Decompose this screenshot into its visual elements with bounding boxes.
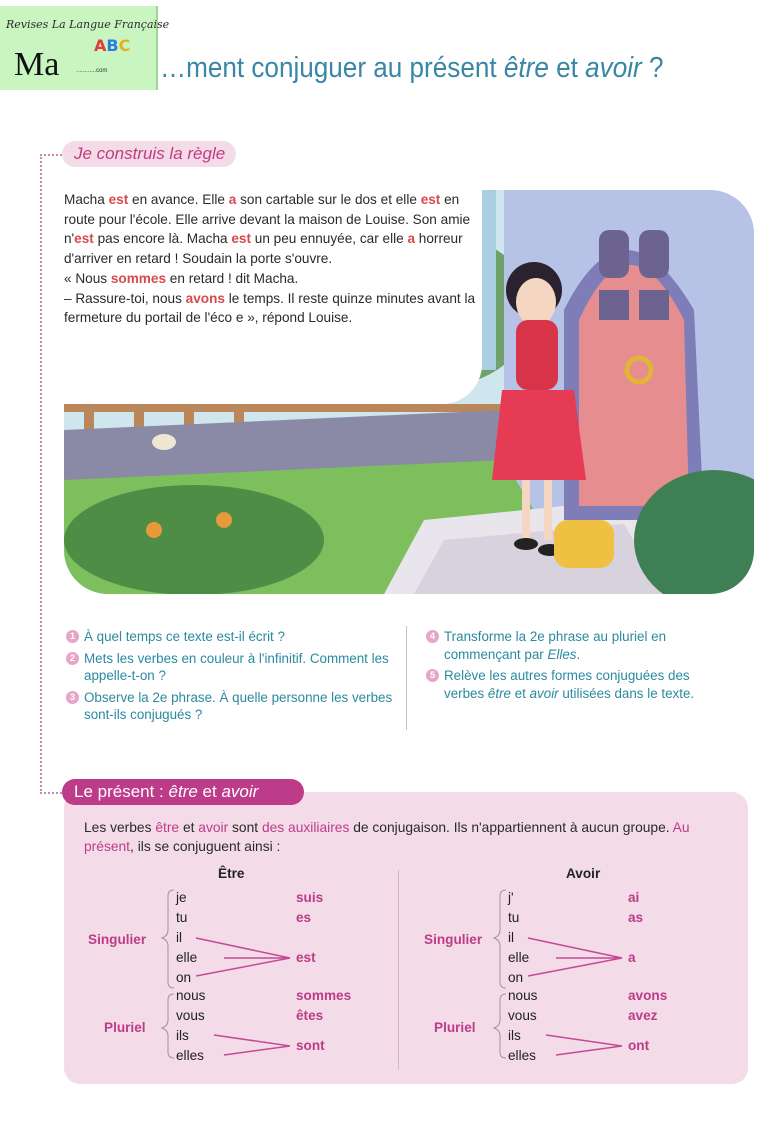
conj-pronoun: elle (508, 950, 530, 965)
conj-form: ont (628, 1038, 650, 1053)
conjugation-avoir (416, 866, 736, 1076)
story-text-segment: – Rassure-toi, nous (64, 290, 186, 306)
story-verb-highlight: avons (185, 290, 225, 306)
question-text: Observe la 2e phrase. À quelle personne les verbes sont-ils conjugués ? (84, 689, 393, 722)
conj-form: a (628, 950, 636, 965)
conj-pronoun: elles (508, 1048, 536, 1063)
logo-tagline: Revises La Langue Française (6, 18, 170, 31)
conj-form: avez (628, 1008, 658, 1023)
question-text: Mets les verbes en couleur à l'infinitif. Comment les appelle-t-on ? (84, 650, 389, 683)
rule-text-part: sont (228, 820, 262, 835)
questions-divider (406, 626, 407, 730)
question-text: et (511, 685, 530, 701)
question-item (66, 650, 396, 685)
question-text: À quel temps ce texte est-il écrit ? (84, 629, 285, 644)
conj-pronoun: j' (508, 890, 514, 905)
title-text: …ment conjuguer au présent (160, 52, 504, 84)
title-etre: être (503, 52, 549, 84)
question-number-badge: 1 (66, 630, 79, 643)
conj-form: est (296, 950, 316, 965)
conj-form: sommes (296, 988, 352, 1003)
conj-pronoun: vous (176, 1008, 205, 1023)
conj-singulier-etre: Singulier (88, 932, 147, 947)
question-number-badge: 3 (66, 691, 79, 704)
rule-text (84, 818, 724, 856)
story-text-segment: « Nous (64, 270, 111, 286)
story-verb-highlight: est (231, 231, 251, 247)
question-number-badge: 4 (426, 630, 439, 643)
question-item (66, 628, 396, 646)
story-verb-highlight: sommes (110, 270, 167, 286)
conj-pronoun: ils (508, 1028, 521, 1043)
question-italic: avoir (529, 685, 559, 701)
conj-pluriel-etre: Pluriel (104, 1020, 146, 1035)
conj-singulier-avoir: Singulier (424, 932, 483, 947)
conj-pronoun: tu (508, 910, 520, 925)
conj-pronoun: ils (176, 1028, 189, 1043)
logo-letter: A (94, 36, 107, 55)
conj-pronoun: on (508, 970, 524, 985)
question-italic: être (487, 685, 511, 701)
conjugation-etre (84, 866, 404, 1076)
conj-pronoun: nous (508, 988, 538, 1003)
story-text-segment: horreur d'arriver en retard ! Soudain la porte s'ouvre. (64, 231, 463, 267)
conj-pronoun: elles (176, 1048, 204, 1063)
section2-label-et: et (197, 782, 222, 801)
questions-column-1 (66, 628, 396, 728)
story-text-segment: en retard ! dit Macha. (166, 270, 299, 286)
story-text-segment: en avance. Elle (128, 192, 229, 207)
page-title (160, 52, 663, 85)
conj-form: es (296, 910, 312, 925)
question-item (426, 667, 726, 702)
conj-pronoun: tu (176, 910, 188, 925)
rule-text-part: Les verbes (84, 820, 156, 835)
site-logo (0, 6, 170, 90)
conj-form: êtes (296, 1008, 324, 1023)
conj-form: sont (296, 1038, 325, 1053)
story-text-segment: le temps. Il reste quinze minutes avant la fermeture du portail de l'éco e », répond Louise. (64, 290, 476, 326)
conj-pronoun: vous (508, 1008, 537, 1023)
story-text-segment: pas encore là. Macha (93, 231, 232, 247)
story-verb-highlight: a (228, 192, 237, 207)
story-text (50, 180, 482, 404)
rule-etre: être (155, 820, 180, 835)
story-text-segment: Macha (64, 192, 109, 207)
section-header-construis: Je construis la règle (62, 141, 236, 167)
conj-pronoun: il (508, 930, 515, 945)
conj-title-etre: Être (218, 866, 245, 881)
conj-pronoun: nous (176, 988, 206, 1003)
story-verb-highlight: est (74, 231, 94, 247)
rule-text-part: et (179, 820, 199, 835)
conj-pluriel-avoir: Pluriel (434, 1020, 476, 1035)
logo-letter: B (106, 36, 119, 55)
story-verb-highlight: a (407, 231, 416, 247)
story-text-segment: son cartable sur le dos et elle (236, 192, 421, 207)
story-verb-highlight: est (420, 192, 441, 207)
conj-pronoun: il (176, 930, 183, 945)
title-avoir: avoir (585, 52, 642, 84)
section-header-present (62, 779, 304, 805)
logo-site: ............com (76, 68, 108, 74)
rule-auxiliaires: des auxiliaires (261, 820, 350, 835)
rule-avoir: avoir (198, 820, 229, 835)
title-et: et (548, 52, 586, 84)
question-text: Relève les autres formes conjuguées des verbes (444, 668, 690, 701)
story-text-segment: un peu ennuyée, car elle (251, 231, 408, 247)
conj-pronoun: on (176, 970, 192, 985)
logo-letter: C (118, 36, 131, 55)
rule-text-part: , ils se conjuguent ainsi : (130, 839, 281, 854)
question-number-badge: 5 (426, 669, 439, 682)
questions-column-2 (426, 628, 726, 706)
section2-label-avoir: avoir (221, 782, 259, 801)
question-text: utilisées dans le texte. (558, 685, 695, 701)
title-end: ? (641, 52, 664, 84)
conj-form: as (628, 910, 644, 925)
question-item (66, 689, 396, 724)
question-italic: Elles (547, 646, 577, 662)
logo-abc (94, 36, 130, 55)
story-text-segment: en route pour l'école. Elle arrive devant la maison de Louise. Son amie n' (64, 192, 471, 247)
question-text: Transforme la 2e phrase au pluriel en commençant par (444, 629, 667, 662)
conj-title-avoir: Avoir (566, 866, 601, 881)
conj-pronoun: elle (176, 950, 198, 965)
question-item (426, 628, 726, 663)
conj-pronoun: je (176, 890, 187, 905)
rule-au-present: Au présent (84, 820, 690, 854)
question-text: . (576, 646, 581, 662)
conj-form: avons (628, 988, 668, 1003)
conj-form: ai (628, 890, 640, 905)
question-number-badge: 2 (66, 652, 79, 665)
conj-form: suis (296, 890, 324, 905)
section2-label: Le présent : (74, 782, 169, 801)
logo-ma: Ma (14, 46, 60, 83)
story-verb-highlight: est (108, 192, 129, 207)
section2-label-etre: être (168, 782, 198, 801)
rule-text-part: de conjugaison. Ils n'appartiennent à aucun groupe. (349, 820, 673, 835)
